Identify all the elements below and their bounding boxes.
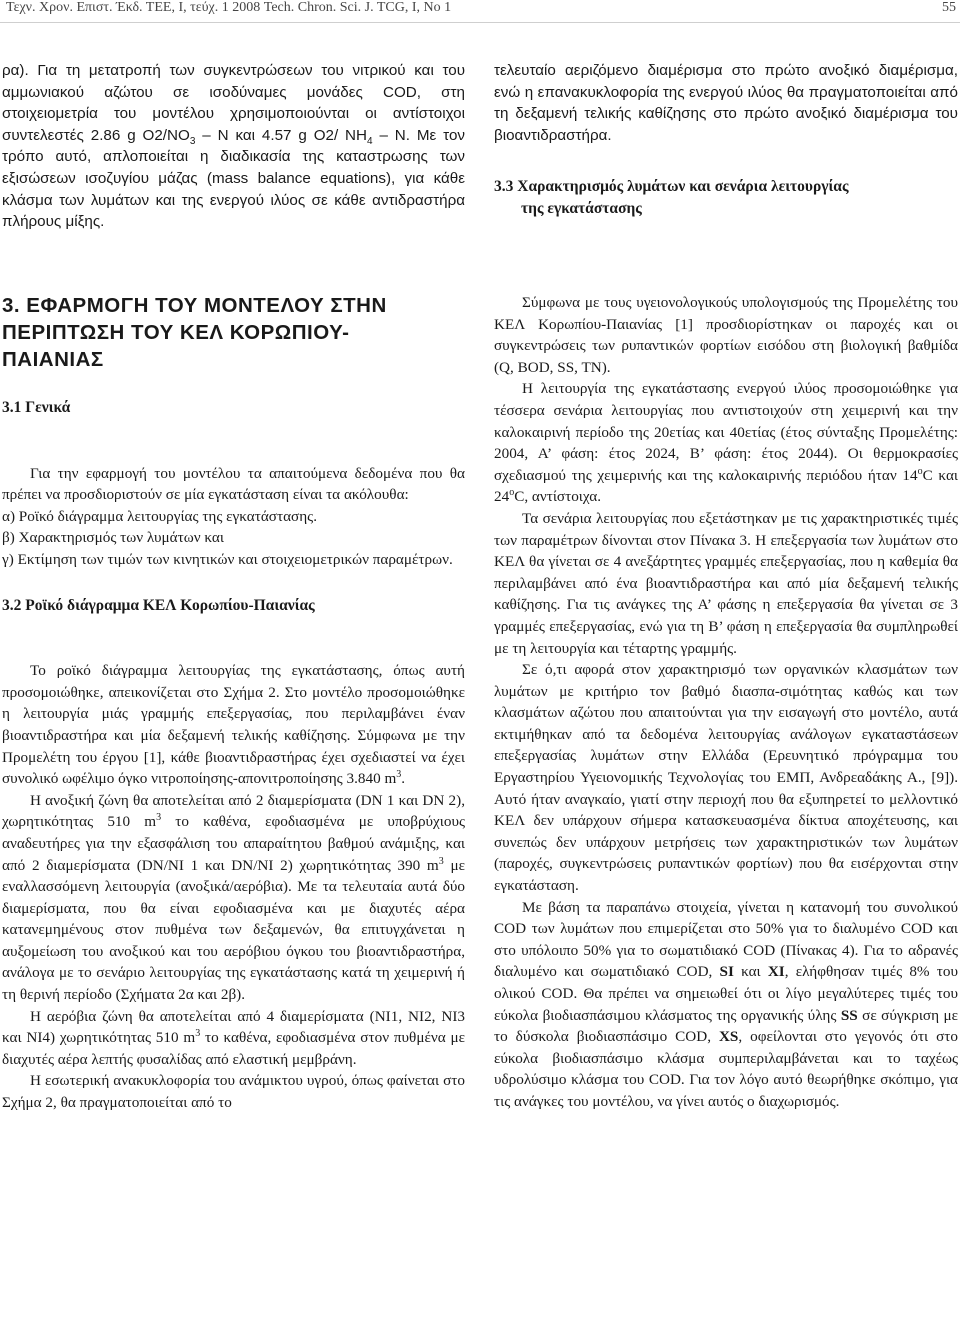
list-item-b: β) Χαρακτηρισμός των λυμάτων και [2,529,224,547]
heading-text-cont: της εγκατάστασης [521,199,642,217]
text-run: C, αντίστοιχα. [514,488,602,506]
text-run: το καθένα, εφοδιασμένα με υποβρύχιους αναδευτήρες για την εξασφάλιση του απαραίτητου βαθμού ανάμιξης, και από 2 διαμερίσματα (DN/NI 1 και DN/NI 2) χωρητικότητας 390 m [2,813,465,874]
heading-line: ΠΑΙΑΝΙΑΣ [2,348,104,371]
subscript: 3 [189,135,196,147]
spacer [2,373,465,397]
paragraph [2,660,465,790]
text-run: Η ανοξική ζώνη θα αποτελείται από 2 διαμερίσματα (DN 1 και DN 2), χωρητικότητας 510 m [2,791,465,831]
section-heading-3-3 [494,176,958,219]
paragraph [494,897,958,1113]
text-run: σε σύγκριση με το δύσκολα βιοδιασπάσιμο COD, [494,1006,958,1046]
text-run: ρα). Για τη μετατροπή των συγκεντρώσεων του νιτρικού και του αμμωνιακού αζώτου σε ισοδύναμες μονάδες COD, στη στοιχειομετρία του μοντέλου χρησιμοποιούνται οι αντίστοιχοι συντελεστές 2.86 g O2/NO [2,62,465,144]
text-run: το καθένα, εφοδιασμένα στον πυθμένα με διαχυτές αέρα λεπτής φυσαλίδας από ελαστική μεμβράνη. [2,1029,465,1068]
superscript: 3 [195,1028,201,1040]
text-run: – N. Με τον τρόπο αυτό, απλοποιείται η διαδικασία της καταστρωσης των εξισώσεων ισοζυγίου μάζας (mass balance equations), για κάθε κλάσμα των λυμάτων και της ενεργού ιλύος σε κάθε αντιδραστήρα πλήρους μίξης. [2,126,465,231]
spacer [2,646,465,660]
superscript: 3 [438,855,444,867]
term-ss: SS [840,1006,858,1024]
page-number: 55 [942,0,956,15]
right-column-main [494,292,958,1113]
paragraph [2,790,465,1006]
text-run: C και 24 [494,466,958,506]
section-heading-3 [2,292,465,373]
left-column-top [2,60,465,233]
spacer [494,146,958,176]
text-run: με εναλλασσόμενη λειτουργία (ανοξικά/αερόβια). Με τα τελευταία αυτά δύο διαμερίσματα, που θα είναι εφοδιασμένα και με διαχυτές αέρα κατανεμημένους στον πυθμένα των δεξαμενών, θα επιτυγχάνεται η αυξομείωση του ανοξικού και του αερόβιου όγκου του βιοαντιδραστήρα, ανάλογα με το σενάριο λειτουργίας της εγκατάστασης κατά τη χειμερινή ή τη θερινή περίοδο (Σχήματα 2α και 2β). [2,856,465,1004]
spacer [2,571,465,595]
paragraph [2,1006,465,1071]
spacer [2,419,465,449]
subscript: 4 [367,135,373,147]
paragraph [494,378,958,508]
superscript: o [917,465,923,477]
superscript: 3 [396,769,402,781]
right-column-top [494,60,958,220]
paragraph: Η εσωτερική ανακυκλοφορία του ανάμικτου υγρού, όπως φαίνεται στο Σχήμα 2, θα πραγματοποιείται από το [2,1072,465,1112]
paragraph-continuation: τελευταίο αεριζόμενο διαμέρισμα στο πρώτο ανοξικό διαμέρισμα, ενώ η επανακυκλοφορία της ενεργού ιλύος θα πραγματοποιείται από τη δεξαμενή τελικής καθίζησης στο πρώτο ανοξικό διαμέρισμα του βιοαντιδραστήρα. [494,62,958,144]
text-run: Η λειτουργία της εγκατάστασης ενεργού ιλύος προσομοιώθηκε για τέσσερα σενάρια λειτουργίας που αντιστοιχούν στη χειμερινή και την καλοκαιρινή περίοδο της 20ετίας και 40ετίας (έτος σύνταξης Προμελέτης: 2004, Α’ φάση: έτος 2024, Β’ φάση: έτος 2044). Οι θερμοκρασίες σχεδιασμού της χειμερινής και της καλοκαιρινής περιόδου ήταν 14 [494,380,958,484]
paragraph-continuation [2,60,465,233]
paragraph: Σε ό,τι αφορά στον χαρακτηρισμό των οργανικών κλασμάτων των λυμάτων με κριτήριο τον βαθμό διασπα-σιμότητας καθώς και των κλασμάτων αζώτου που απαιτούνται για την εισαγωγή στο μοντέλο, αυτά εκτιμήθηκαν από τα δεδομένα λειτουργίας ανάλογων εγκαταστάσεων επεξεργασίας λυμάτων στην Ελλάδα (Ερευνητικό πρόγραμμα του Εργαστηρίου Υγειονομικής Τεχνολογίας του ΕΜΠ, Ανδρεαδάκης Α., [9]). Αυτό ήταν αναγκαίο, γιατί στην περιοχή που θα εξυπηρετεί το μελλοντικό ΚΕΛ δεν υπάρχουν σήμερα κατασκευασμένα δίκτυα αποχέτευσης, και συνεπώς δεν υπάρχουν μετρήσεις των χαρακτηριστικών των λυμάτων (παροχές, συγκεντρώσεις ρυπαντικών φορτίων) που θα εισέρχονται στην εγκατάσταση. [494,661,958,895]
text-run: και [733,963,768,981]
spacer [2,449,465,463]
heading-line: ΠΕΡΙΠΤΩΣΗ ΤΟΥ ΚΕΛ ΚΟΡΩΠΙΟΥ- [2,321,350,344]
header-divider [0,22,960,23]
superscript: 3 [156,812,162,824]
superscript: o [509,487,515,499]
running-header [6,0,956,20]
list-item-c: γ) Εκτίμηση των τιμών των κινητικών και στοιχειομετρικών παραμέτρων. [2,550,453,568]
text-run: Το ροϊκό διάγραμμα λειτουργίας της εγκατάστασης, όπως αυτή προσομοιώθηκε, απεικονίζεται στο Σχήμα 2. Στο μοντέλο προσομοιώθηκε η λειτουργία μιάς γραμμής επεξεργασίας, που περιλαμβάνει έναν βιοαντιδραστήρα και μία δεξαμενή τελικής καθίζησης. Σύμφωνα με την Προμελέτη του έργου [1], κάθε βιοαντιδραστήρας έχει σχεδιαστεί να έχει συνολικό ωφέλιμο όγκο νιτροποίησης-απονιτροποίησης 3.840 m [2,662,465,788]
text-run: , οφείλονται στο γεγονός ότι στο εύκολα βιοδιασπάσιμο κλάσμα συμπεριλαμβάνεται και το ταχέως υδρολύσιμο κλάσμα του COD. Για τον λόγο αυτό θεωρήθηκε σκόπιμο, για τις ανάγκες του μοντέλου, να γίνει αυτός ο διαχωρισμός. [494,1028,958,1110]
journal-citation: Τεχν. Χρον. Επιστ. Έκδ. ΤΕΕ, I, τεύχ. 1 2008 Tech. Chron. Sci. J. TCG, I, No 1 [6,0,452,15]
term-xi: XI [767,963,785,981]
text-run: – N και 4.57 g O2/ NH [195,126,367,144]
text-run: , ελήφθησαν τιμές 8% του ολικού COD. Θα πρέπει να σημειωθεί ότι οι λίγο μεγαλύτερες τιμές του εύκολα βιοδιασπάσιμου κλάσματος της οργανικής ύλης [494,963,958,1024]
term-xs: XS [718,1028,739,1046]
left-column-main [2,292,465,1114]
spacer [2,616,465,646]
paragraph: Για την εφαρμογή του μοντέλου τα απαιτούμενα δεδομένα που θα πρέπει να προσδιοριστούν σε μία εγκατάσταση είναι τα ακόλουθα: [2,464,465,504]
text-run: Η αερόβια ζώνη θα αποτελείται από 4 διαμερίσματα (NI1, NI2, NI3 και NI4) χωρητικότητας 510 m [2,1007,465,1047]
list-item-a: α) Ροϊκό διάγραμμα λειτουργίας της εγκατάστασης. [2,507,317,525]
term-si: SI [719,963,734,981]
heading-line: 3. ΕΦΑΡΜΟΓΗ ΤΟΥ ΜΟΝΤΕΛΟΥ ΣΤΗΝ [2,294,387,317]
text-run: . [401,770,406,788]
heading-number: 3.3 [494,178,514,196]
section-heading-3-2: 3.2 Ροϊκό διάγραμμα ΚΕΛ Κορωπίου-Παιανίας [2,596,315,614]
section-heading-3-1: 3.1 Γενικά [2,399,71,416]
paragraph: Τα σενάρια λειτουργίας που εξετάστηκαν με τις χαρακτηριστικές τιμές των παραμέτρων δίνονται στον Πίνακα 3. Η επεξεργασία των λυμάτων στο ΚΕΛ θα γίνεται σε 4 ανεξάρτητες γραμμές επεξεργασίας, που η καθεμία θα περιλαμβάνει από ένα βιοαντιδραστήρα και από μία δεξαμενή τελικής καθίζησης. Για τις ανάγκες της Α’ φάσης η επεξεργασία θα γίνεται σε 3 γραμμές επεξεργασίας, ενώ για τη Β’ φάση η επεξεργασία θα συμπληρωθεί με τη λειτουργία και τέταρτης γραμμής. [494,509,958,657]
paragraph: Σύμφωνα με τους υγειονολογικούς υπολογισμούς της Προμελέτης του ΚΕΛ Κορωπίου-Παιανίας [1] προσδιορίστηκαν οι παροχές και οι συγκεντρώσεις των ρυπαντικών φορτίων εισόδου στη βιολογική βαθμίδα (Q, BOD, SS, TN). [494,294,958,376]
heading-text: Χαρακτηρισμός λυμάτων και σενάρια λειτουργίας [517,178,849,196]
text-run: Με βάση τα παραπάνω στοιχεία, γίνεται η κατανομή του συνολικού COD των λυμάτων που επιμερίζεται στο 50% για το διαλυμένο COD και στο υπόλοιπο 50% για το σωματιδιακό COD (Πίνακας 4). Για το αδρανές διαλυμένο και σωματιδιακό COD, [494,898,958,981]
